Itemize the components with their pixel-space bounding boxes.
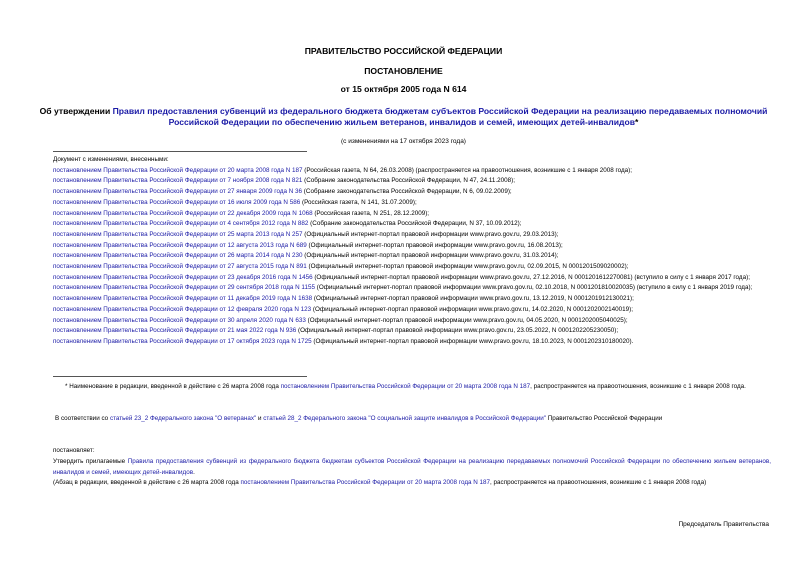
amendments-list [53,155,771,348]
footnote-text-post: , распространяется на правоотношения, возникшие с 1 января 2008 года. [530,383,746,390]
amendment-link[interactable]: постановлением Правительства Российской Федерации от 11 декабря 2019 года N 1638 [53,295,313,303]
amendment-link[interactable]: постановлением Правительства Российской Федерации от 12 августа 2013 года N 689 [53,241,307,249]
amendment-link[interactable]: постановлением Правительства Российской Федерации от 4 сентября 2012 года N 882 [53,220,309,228]
amendment-source: (Официальный интернет-портал правовой информации www.pravo.gov.ru, 16.08.2013); [306,241,563,249]
amendment-link[interactable]: постановлением Правительства Российской Федерации от 30 апреля 2020 года N 633 [53,316,306,324]
amendment-source: (Официальный интернет-портал правовой информации www.pravo.gov.ru, 31.03.2014); [302,252,559,260]
amendment-link[interactable]: постановлением Правительства Российской Федерации от 16 июля 2009 года N 586 [53,198,301,206]
preamble [53,414,771,425]
clause-note-link[interactable]: постановлением Правительства Российской Федерации от 20 марта 2008 года N 187 [240,479,491,486]
amendment-item [53,316,771,327]
amendment-link[interactable]: постановлением Правительства Российской Федерации от 29 сентября 2018 года N 1155 [53,284,315,292]
amendment-source: (Официальный интернет-портал правовой информации www.pravo.gov.ru, 02.10.2018, N 0001201810020035) (вступило в силу с 1 января 2019 года); [314,284,753,292]
amendment-link[interactable]: постановлением Правительства Российской Федерации от 22 декабря 2009 года N 1068 [53,209,313,217]
amendment-link[interactable]: постановлением Правительства Российской Федерации от 12 февраля 2020 года N 123 [53,305,312,313]
amendments-top-divider [53,151,307,152]
amendment-link[interactable]: постановлением Правительства Российской Федерации от 27 августа 2015 года N 891 [53,263,307,271]
amendment-item [53,283,771,294]
amendments-bottom-divider [53,376,307,377]
amendment-link[interactable]: постановлением Правительства Российской Федерации от 27 января 2009 года N 36 [53,188,303,196]
amendment-item [53,262,771,273]
amendment-item [53,241,771,252]
amendment-item [53,251,771,262]
amendment-item [53,305,771,316]
amendment-link[interactable]: постановлением Правительства Российской Федерации от 21 мая 2022 года N 936 [53,327,297,335]
preamble-post: Правительство Российской Федерации [546,415,663,422]
amendment-link[interactable]: постановлением Правительства Российской Федерации от 17 октября 2023 года N 1725 [53,337,312,345]
amendment-item [53,166,771,177]
amendment-link[interactable]: постановлением Правительства Российской Федерации от 26 марта 2014 года N 230 [53,252,303,260]
amendment-item [53,219,771,230]
amendment-source: (Официальный интернет-портал правовой информации www.pravo.gov.ru, 02.09.2015, N 0001201509020002); [306,263,629,271]
clause-note [53,478,771,489]
preamble-pre: В соответствии со [55,415,110,422]
amendment-source: (Официальный интернет-портал правовой информации www.pravo.gov.ru, 18.10.2023, N 0001202310180020). [311,337,634,345]
document-type: ПОСТАНОВЛЕНИЕ [364,66,443,76]
amendment-item [53,209,771,220]
clause-pre: Утвердить прилагаемые [53,458,128,465]
footnote [53,382,771,393]
amendment-item [53,273,771,284]
amendment-item [53,198,771,209]
amendment-item [53,294,771,305]
veterans-law-link[interactable]: статьей 23_2 Федерального закона "О ветеранах" [109,415,257,422]
amendment-source: (Собрание законодательства Российской Федерации, N 6, 09.02.2009); [302,188,512,196]
preamble-mid: и [256,415,264,422]
amendment-source: (Официальный интернет-портал правовой информации www.pravo.gov.ru, 29.03.2013); [302,230,559,238]
amendment-item [53,230,771,241]
amendment-link[interactable]: постановлением Правительства Российской Федерации от 20 марта 2008 года N 187 [53,166,303,174]
edition-note: (с изменениями на 17 октября 2023 года) [341,138,466,145]
signature-title: Председатель Правительства [678,521,769,528]
amendment-item [53,326,771,337]
document-date-number: от 15 октября 2005 года N 614 [340,84,467,94]
amendment-source: (Официальный интернет-портал правовой информации www.pravo.gov.ru, 13.12.2019, N 0001201912130021); [312,295,634,303]
title-prefix: Об утверждении [39,106,113,116]
disabled-protection-law-link[interactable]: статьей 28_2 Федерального закона "О социальной защите инвалидов в Российской Федерации" [263,415,547,422]
title-rules-link[interactable]: Правил предоставления субвенций из федерального бюджета бюджетам субъектов Российской Федерации на реализацию передаваемых полномочий Российской Федерации по обеспечению жильем ветеранов, инвалидов и семей, имеющих детей-инвалидов [112,106,768,127]
amendment-link[interactable]: постановлением Правительства Российской Федерации от 23 декабря 2016 года N 1456 [53,273,313,281]
amendments-intro: Документ с изменениями, внесенными: [53,156,169,163]
amendment-source: (Официальный интернет-портал правовой информации www.pravo.gov.ru, 04.05.2020, N 0001202005040025); [305,316,628,324]
amendment-source: (Официальный интернет-портал правовой информации www.pravo.gov.ru, 27.12.2016, N 0001201612270081) (вступило в силу с 1 января 2017 года); [312,273,750,281]
government-heading: ПРАВИТЕЛЬСТВО РОССИЙСКОЙ ФЕДЕРАЦИИ [304,46,503,56]
footnote-text-pre: * Наименование в редакции, введенной в действие с 26 марта 2008 года [65,383,281,390]
clause-post: . [193,468,195,476]
amendment-source: (Российская газета, N 141, 31.07.2009); [300,198,417,206]
footnote-link[interactable]: постановлением Правительства Российской Федерации от 20 марта 2008 года N 187 [280,383,531,390]
clause-note-pre: (Абзац в редакции, введенной в действие с 26 марта 2008 года [53,479,241,486]
amendment-item [53,176,771,187]
amendment-item [53,187,771,198]
amendment-source: (Официальный интернет-портал правовой информации www.pravo.gov.ru, 14.02.2020, N 0001202002140019); [311,305,633,313]
document-title [36,106,771,128]
approved-rules-link[interactable]: Правила предоставления субвенций из федерального бюджета бюджетам субъектов Российской Федерации на реализацию передаваемых полномочий Российской Федерации по обеспечению жильем ветеранов, инвалидов и семей, имеющих детей-инвалидов [53,458,772,476]
resolves-word: постановляет: [53,447,95,454]
title-footnote-mark: * [635,117,639,127]
clause-approve [53,457,771,478]
amendment-source: (Собрание законодательства Российской Федерации, N 37, 10.09.2012); [308,220,522,228]
amendments-items [53,166,771,348]
amendment-source: (Официальный интернет-портал правовой информации www.pravo.gov.ru, 23.05.2022, N 0001202205230050); [296,327,619,335]
amendment-link[interactable]: постановлением Правительства Российской Федерации от 25 марта 2013 года N 257 [53,230,303,238]
amendment-link[interactable]: постановлением Правительства Российской Федерации от 7 ноября 2008 года N 821 [53,177,303,185]
amendment-source: (Собрание законодательства Российской Федерации, N 47, 24.11.2008); [302,177,516,185]
clause-note-post: , распространяется на правоотношения, возникшие с 1 января 2008 года) [490,479,707,486]
amendment-item [53,337,771,348]
amendment-source: (Российская газета, N 64, 26.03.2008) (распространяется на правоотношения, возникшие с 1 января 2008 года); [302,166,633,174]
amendment-source: (Российская газета, N 251, 28.12.2009); [312,209,430,217]
